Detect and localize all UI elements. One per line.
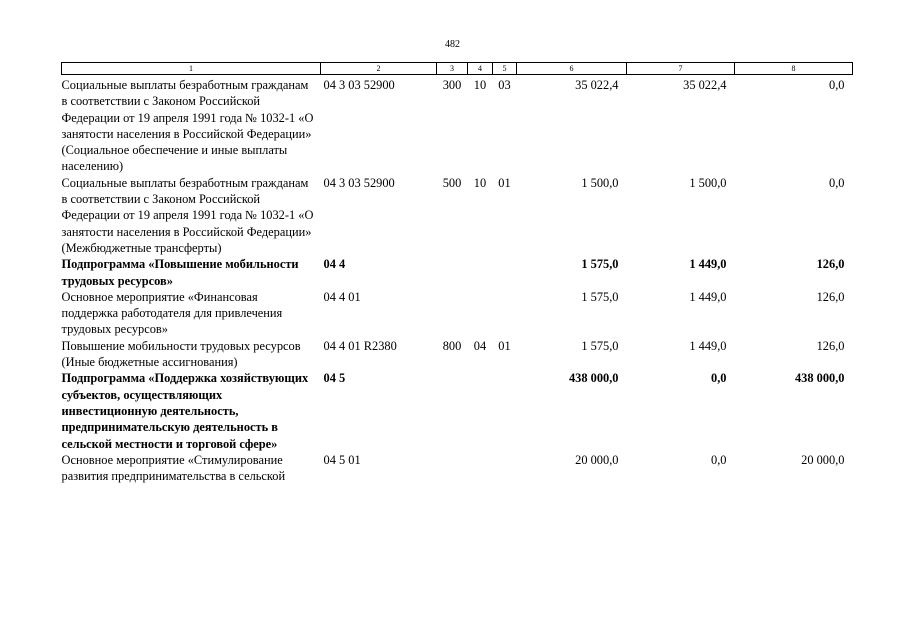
row-col8: 126,0 [816, 338, 845, 353]
row-col7: 1 449,0 [689, 289, 727, 304]
row-col6: 1 575,0 [581, 338, 619, 353]
row-col8: 438 000,0 [794, 371, 845, 386]
row-col5: 01 [498, 338, 511, 353]
row-code: 04 3 03 52900 [323, 175, 395, 190]
row-col4 [468, 452, 493, 485]
column-number-row [62, 63, 853, 75]
row-col4: 10 [473, 175, 487, 190]
row-col7: 1 500,0 [689, 175, 727, 190]
row-col8: 0,0 [829, 78, 845, 92]
budget-table [61, 62, 853, 484]
row-col3 [437, 452, 468, 485]
row-name: Подпрограмма «Поддержка хозяйствующих субъектов, осуществляющих инвестиционную деятельность, предпринимательскую деятельность в сельской местности и торговой сфере» [61, 371, 309, 451]
row-name: Социальные выплаты безработным гражданам в соответствии с Законом Российской Федерации от 19 апреля 1991 года № 1032-1 «О занятости населения в Российской Федерации» (Межбюджетные трансферты) [61, 175, 314, 255]
row-code: 04 5 01 [323, 452, 361, 467]
row-col6: 20 000,0 [575, 452, 619, 467]
column-header: 6 [517, 63, 627, 75]
row-code: 04 4 01 R2380 [323, 338, 397, 353]
row-col3: 800 [442, 338, 462, 353]
row-col3 [437, 289, 468, 338]
row-name: Социальные выплаты безработным гражданам в соответствии с Законом Российской Федерации от 19 апреля 1991 года № 1032-1 «О занятости населения в Российской Федерации» (Социальное обеспечение и иные выплаты населению) [61, 78, 314, 174]
row-col3 [437, 256, 468, 289]
table-row [62, 75, 853, 175]
column-header: 4 [468, 63, 493, 75]
row-col5 [493, 289, 517, 338]
row-col4 [468, 289, 493, 338]
table-row [62, 175, 853, 256]
row-col3 [437, 370, 468, 451]
row-col4: 04 [473, 338, 487, 353]
column-header: 3 [437, 63, 468, 75]
row-col3: 500 [442, 175, 462, 190]
column-header: 2 [321, 63, 437, 75]
row-col8: 20 000,0 [801, 452, 845, 467]
table-row [62, 256, 853, 289]
row-col4 [468, 256, 493, 289]
row-col7: 35 022,4 [683, 78, 727, 92]
row-col5: 01 [498, 175, 511, 190]
row-col4 [468, 370, 493, 451]
row-col8: 126,0 [816, 289, 845, 304]
row-code: 04 5 [323, 371, 346, 386]
row-col7: 0,0 [711, 371, 727, 386]
column-header: 7 [627, 63, 735, 75]
row-col6: 438 000,0 [568, 371, 619, 386]
row-col6: 1 500,0 [581, 175, 619, 190]
column-header: 8 [735, 63, 853, 75]
row-col5 [493, 452, 517, 485]
row-col6: 35 022,4 [575, 78, 619, 92]
row-col8: 0,0 [829, 175, 845, 190]
row-col7: 1 449,0 [689, 338, 727, 353]
column-header: 5 [493, 63, 517, 75]
row-name: Повышение мобильности трудовых ресурсов (Иные бюджетные ассигнования) [61, 338, 301, 370]
table-row [62, 289, 853, 338]
column-header: 1 [62, 63, 321, 75]
row-col6: 1 575,0 [581, 257, 619, 272]
table-row [62, 338, 853, 371]
row-name: Подпрограмма «Повышение мобильности трудовых ресурсов» [61, 257, 299, 288]
row-col5 [493, 370, 517, 451]
row-col3: 300 [442, 78, 462, 92]
row-col5: 03 [498, 78, 511, 92]
row-col8: 126,0 [816, 257, 845, 272]
row-code: 04 3 03 52900 [323, 78, 395, 92]
row-code: 04 4 01 [323, 289, 361, 304]
row-col7: 0,0 [711, 452, 727, 467]
table-row [62, 370, 853, 451]
row-name: Основное мероприятие «Финансовая поддержка работодателя для привлечения трудовых ресурсов» [61, 289, 283, 337]
row-name: Основное мероприятие «Стимулирование развития предпринимательства в сельской [61, 452, 286, 484]
table-row [62, 452, 853, 485]
row-col6: 1 575,0 [581, 289, 619, 304]
row-code: 04 4 [323, 257, 346, 272]
page-number: 482 [445, 39, 460, 50]
row-col5 [493, 256, 517, 289]
row-col4: 10 [473, 78, 487, 92]
row-col7: 1 449,0 [689, 257, 727, 272]
